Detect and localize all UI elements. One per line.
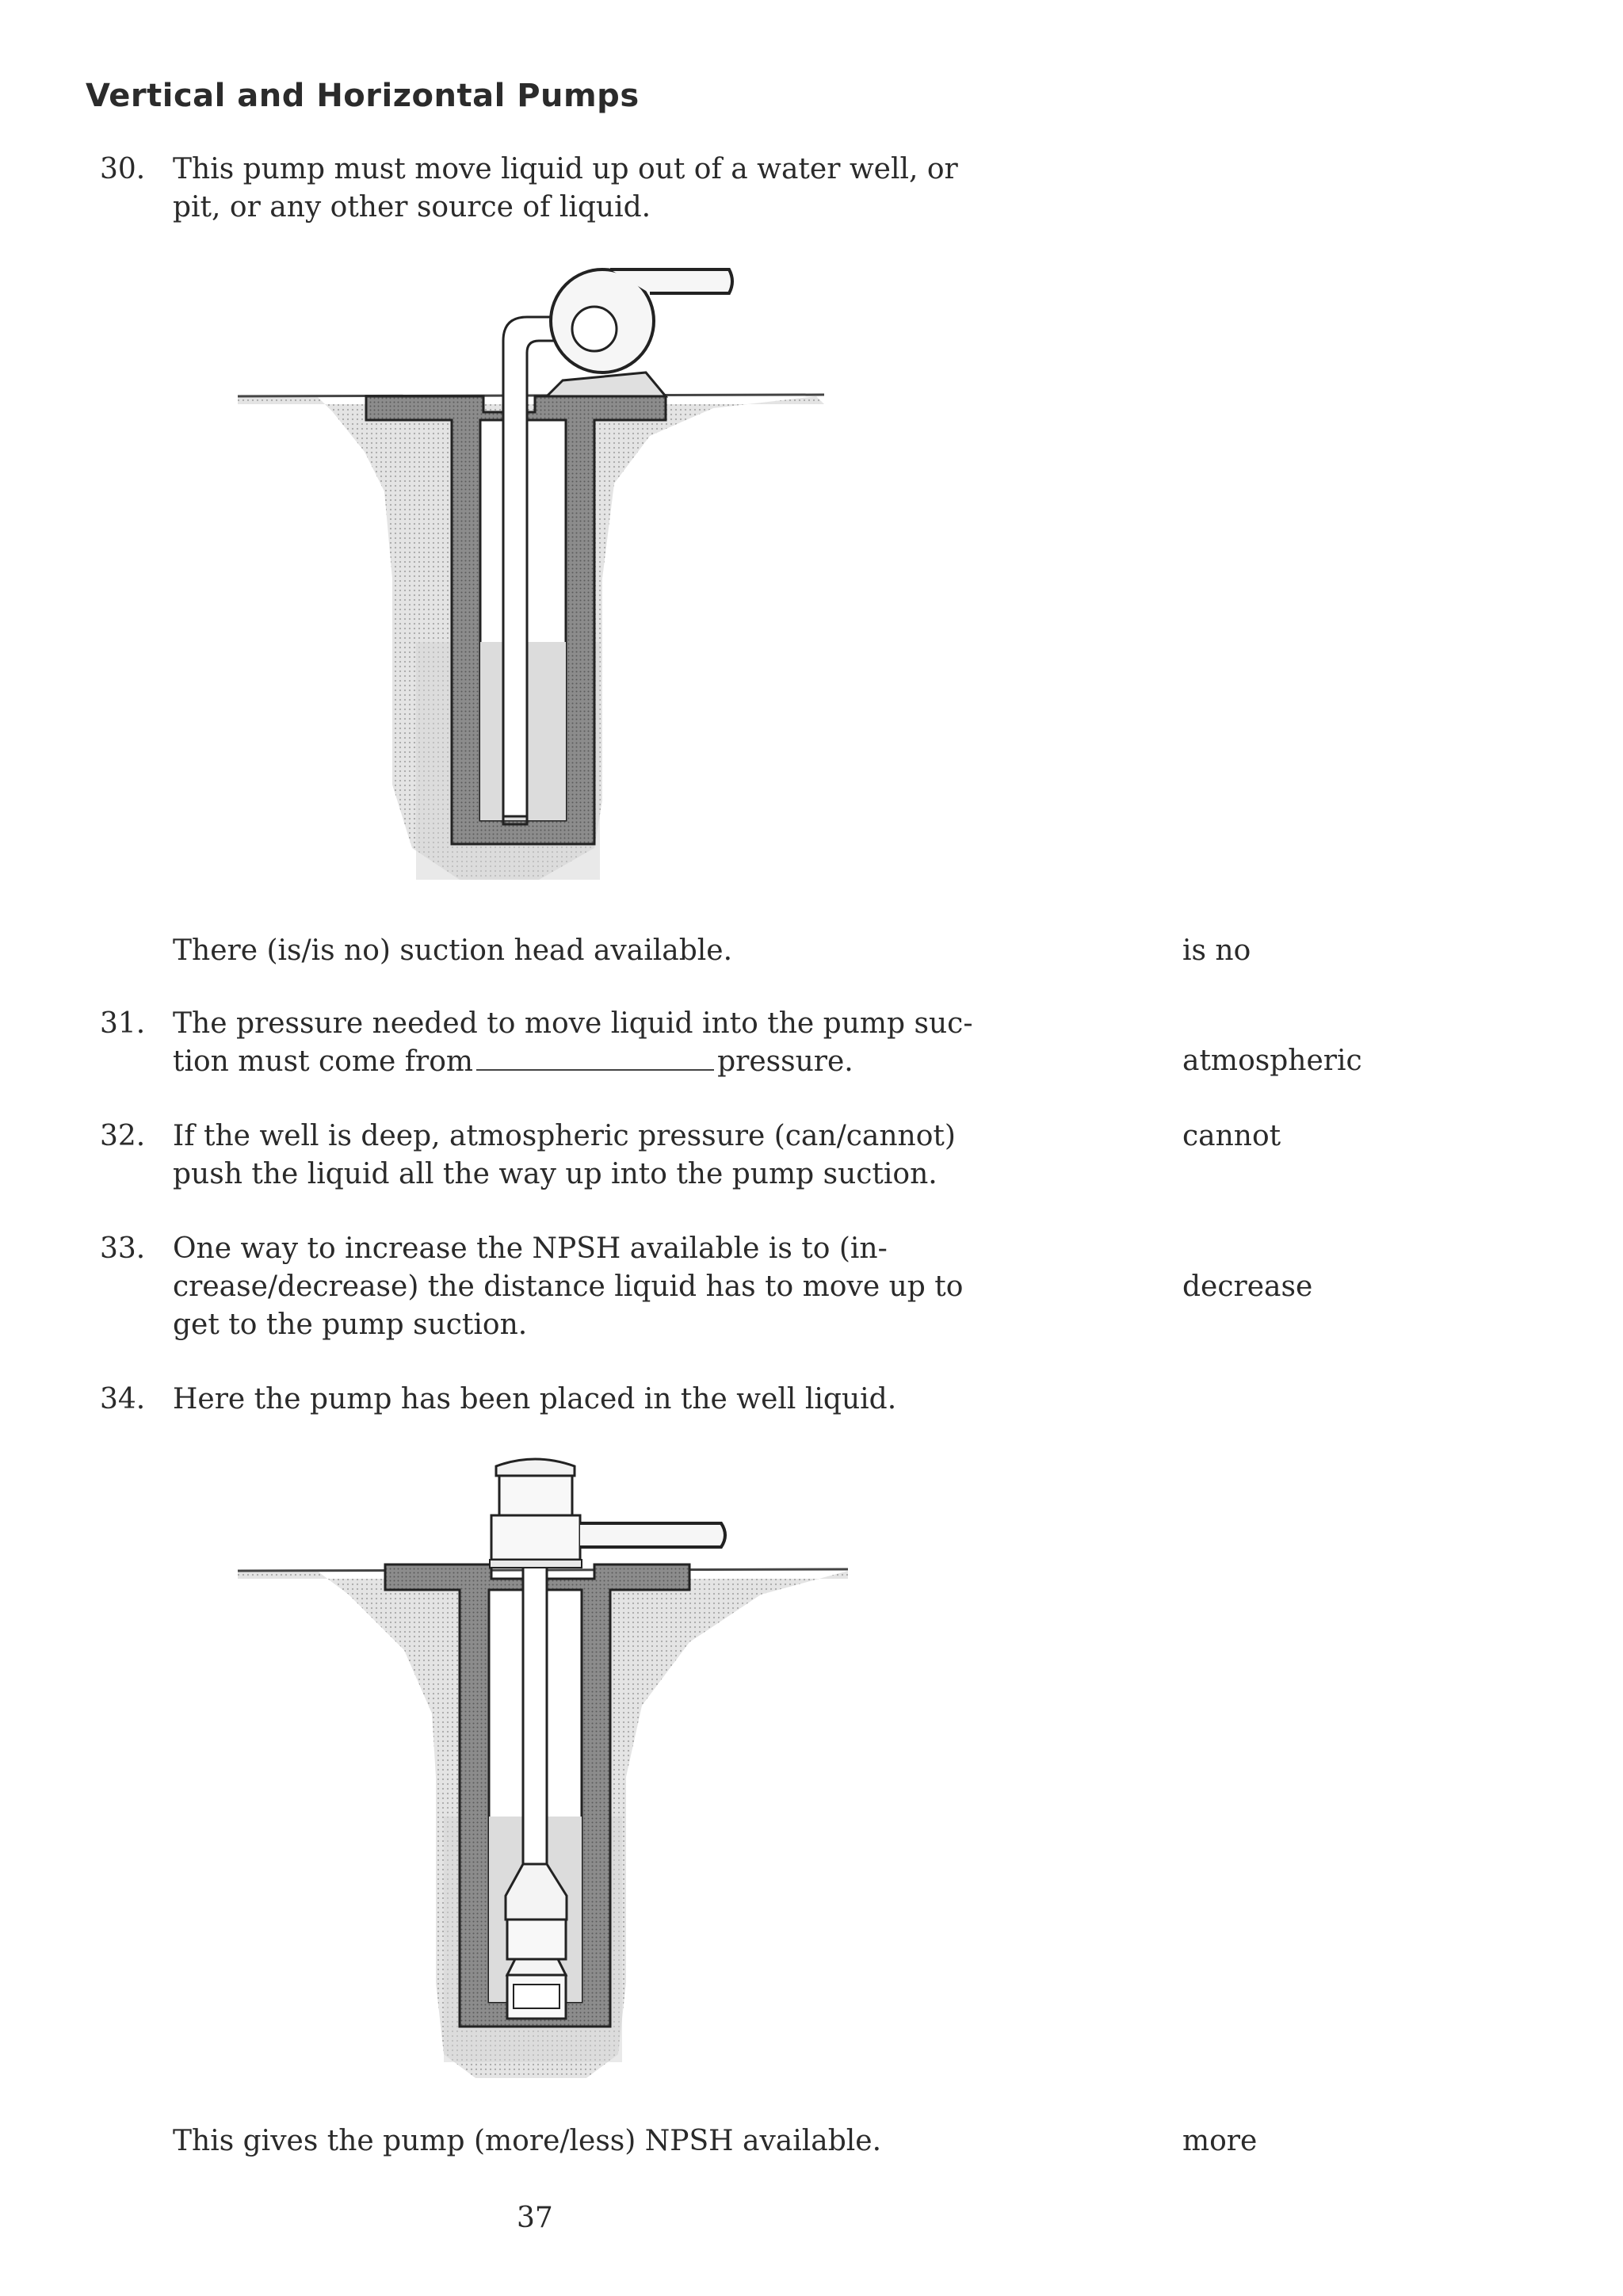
question-number: 32.: [100, 1120, 146, 1152]
centrifugal-pump: [547, 269, 732, 396]
answer-31: atmospheric: [1182, 1045, 1362, 1077]
column-pipe: [523, 1564, 547, 1866]
question-text-line: pit, or any other source of liquid.: [173, 191, 651, 223]
page-number: 37: [517, 2202, 553, 2234]
question-number: 30.: [100, 153, 146, 185]
question-text-line: This pump must move liquid up out of a water well, or: [173, 153, 958, 185]
question-number: 31.: [100, 1007, 146, 1040]
question-text-line: The pressure needed to move liquid into the pump suc-: [173, 1007, 973, 1040]
question-number: 34.: [100, 1383, 146, 1415]
answer-33: decrease: [1182, 1270, 1313, 1303]
answer-32: cannot: [1182, 1120, 1281, 1152]
well-surface-pump-diagram: [222, 246, 856, 896]
question-34-prompt: This gives the pump (more/less) NPSH available.: [173, 2125, 882, 2157]
question-text-line: One way to increase the NPSH available is to (in-: [173, 1232, 888, 1265]
answer-30: is no: [1182, 934, 1251, 967]
question-text-line: push the liquid all the way up into the pump suction.: [173, 1158, 938, 1190]
fill-in-blank[interactable]: [476, 1045, 714, 1071]
well-submersible-pump-diagram: [222, 1444, 856, 2086]
question-text-line: crease/decrease) the distance liquid has to move up to: [173, 1270, 964, 1303]
answer-34: more: [1182, 2125, 1258, 2157]
section-heading: Vertical and Horizontal Pumps: [86, 78, 640, 114]
question-number: 33.: [100, 1232, 146, 1265]
question-text-line: get to the pump suction.: [173, 1308, 528, 1341]
pump-motor-head: [490, 1459, 725, 1568]
question-30-prompt: There (is/is no) suction head available.: [173, 934, 733, 967]
question-text-line: Here the pump has been placed in the well liquid.: [173, 1383, 897, 1415]
question-text-line: pressure.: [717, 1045, 854, 1078]
submersible-pump-bowls: [506, 1864, 567, 2019]
question-text-line: tion must come from: [173, 1045, 474, 1078]
question-text-line: If the well is deep, atmospheric pressure (can/cannot): [173, 1120, 956, 1152]
